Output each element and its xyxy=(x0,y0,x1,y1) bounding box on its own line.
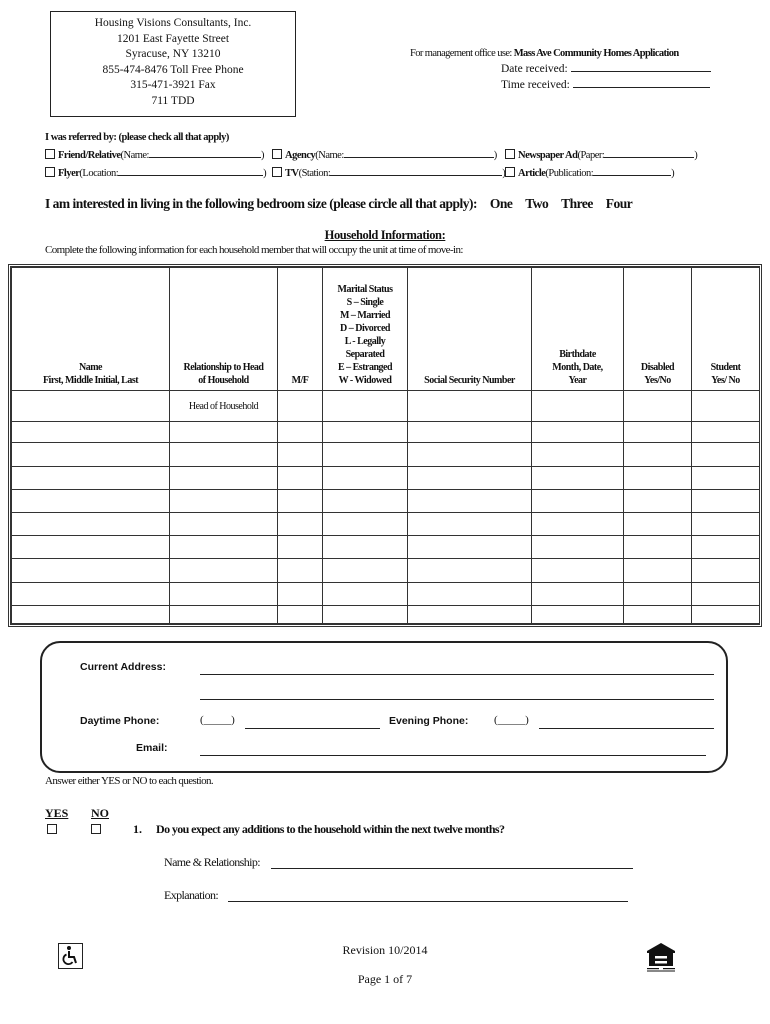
q1-yes-checkbox[interactable] xyxy=(47,824,57,834)
column-header-line: Student xyxy=(710,362,741,373)
table-cell[interactable] xyxy=(278,605,323,623)
daytime-phone-label: Daytime Phone: xyxy=(80,715,160,727)
table-cell[interactable] xyxy=(624,489,692,512)
table-cell[interactable] xyxy=(532,513,624,536)
tv-checkbox[interactable] xyxy=(272,167,282,177)
column-header-line: Marital Status xyxy=(337,284,393,295)
table-cell[interactable] xyxy=(323,582,408,605)
table-cell[interactable] xyxy=(624,513,692,536)
table-cell[interactable] xyxy=(278,391,323,422)
column-header-line: Disabled xyxy=(640,362,675,373)
question-1-number: 1. xyxy=(133,822,142,836)
agency-street: 1201 East Fayette Street xyxy=(116,32,230,45)
newspaper-label: Newspaper Ad xyxy=(518,150,578,161)
table-cell[interactable] xyxy=(278,466,323,489)
table-row xyxy=(12,443,760,466)
table-cell[interactable] xyxy=(692,466,760,489)
table-cell[interactable] xyxy=(532,536,624,559)
table-cell[interactable] xyxy=(12,391,170,422)
table-cell[interactable] xyxy=(408,443,532,466)
table-cell[interactable] xyxy=(532,466,624,489)
flyer-location-field[interactable] xyxy=(118,166,263,176)
table-cell[interactable] xyxy=(692,489,760,512)
article-field[interactable] xyxy=(593,166,671,176)
table-cell[interactable] xyxy=(692,536,760,559)
column-header-line: E – Estranged xyxy=(337,362,393,373)
table-cell[interactable] xyxy=(692,582,760,605)
table-cell[interactable] xyxy=(170,536,278,559)
column-header-line: S – Single xyxy=(346,297,384,308)
column-header-line: W - Widowed xyxy=(338,375,392,386)
referral-section xyxy=(45,129,698,183)
table-cell[interactable] xyxy=(170,466,278,489)
evening-phone-label: Evening Phone: xyxy=(389,715,469,727)
tv-paren: (Station: xyxy=(298,168,331,179)
table-cell[interactable] xyxy=(170,582,278,605)
table-cell[interactable] xyxy=(323,422,408,443)
table-cell[interactable] xyxy=(624,605,692,623)
column-header-line: M/F xyxy=(291,375,309,386)
column-header-line: of Household xyxy=(198,375,249,386)
table-row xyxy=(12,466,760,489)
bedroom-question-text: I am interested in living in the following bedroom size (please circle all that apply): xyxy=(45,196,477,211)
name-relationship-field[interactable] xyxy=(271,868,633,869)
agency-city: Syracuse, NY 13210 xyxy=(125,48,221,60)
table-cell[interactable] xyxy=(170,605,278,623)
flyer-close: ) xyxy=(263,168,267,179)
table-cell[interactable] xyxy=(408,466,532,489)
table-cell[interactable] xyxy=(12,536,170,559)
table-cell[interactable] xyxy=(323,605,408,623)
friend-close: ) xyxy=(260,150,264,161)
table-cell[interactable] xyxy=(624,559,692,582)
agency-paren: (Name: xyxy=(315,150,344,161)
table-cell[interactable] xyxy=(12,582,170,605)
column-header-4 xyxy=(408,268,532,391)
table-cell[interactable] xyxy=(323,489,408,512)
newspaper-checkbox[interactable] xyxy=(505,149,515,159)
newspaper-field[interactable] xyxy=(604,148,694,158)
agency-close: ) xyxy=(493,150,497,161)
newspaper-close: ) xyxy=(694,150,698,161)
email-field[interactable] xyxy=(200,754,706,756)
table-cell[interactable] xyxy=(12,489,170,512)
email-label: Email: xyxy=(136,742,168,754)
table-row xyxy=(12,536,760,559)
table-cell[interactable] xyxy=(408,489,532,512)
table-cell[interactable] xyxy=(408,605,532,623)
tv-station-field[interactable] xyxy=(330,166,502,176)
household-table-header xyxy=(12,268,760,391)
table-cell[interactable] xyxy=(323,559,408,582)
evening-phone-field[interactable] xyxy=(539,727,714,729)
column-header-line: L - Legally xyxy=(344,336,386,347)
household-table-body xyxy=(12,391,760,624)
table-cell[interactable] xyxy=(278,513,323,536)
column-header-line: Name xyxy=(79,362,102,373)
column-header-line: Month, Date, xyxy=(552,362,603,373)
table-cell[interactable] xyxy=(170,513,278,536)
table-cell[interactable] xyxy=(408,391,532,422)
question-1-text: Do you expect any additions to the household within the next twelve months? xyxy=(156,822,505,836)
column-header-2 xyxy=(278,268,323,391)
column-header-line: Relationship to Head xyxy=(183,362,264,373)
table-row xyxy=(12,513,760,536)
column-header-line: Year xyxy=(568,375,587,386)
column-header-0 xyxy=(12,268,170,391)
table-cell[interactable] xyxy=(408,536,532,559)
bedroom-option-two[interactable]: Two xyxy=(525,196,549,211)
contact-info-box xyxy=(40,641,728,773)
agency-name: Housing Visions Consultants, Inc. xyxy=(94,17,252,29)
time-received-label: Time received: xyxy=(501,79,570,91)
table-cell[interactable] xyxy=(692,559,760,582)
table-cell[interactable] xyxy=(692,513,760,536)
table-cell[interactable] xyxy=(323,536,408,559)
table-cell[interactable] xyxy=(408,513,532,536)
table-cell[interactable] xyxy=(170,443,278,466)
tv-label: TV xyxy=(285,168,299,179)
household-intro: Complete the following information for each household member that will occupy the unit at time of move-in: xyxy=(45,244,463,256)
table-cell[interactable] xyxy=(532,422,624,443)
table-cell[interactable] xyxy=(692,422,760,443)
bedroom-option-four[interactable]: Four xyxy=(605,196,633,211)
agency-fax: 315-471-3921 Fax xyxy=(130,79,216,91)
article-close: ) xyxy=(671,168,675,179)
table-cell[interactable] xyxy=(278,559,323,582)
table-cell[interactable] xyxy=(692,443,760,466)
table-row xyxy=(12,605,760,623)
column-header-line: Birthdate xyxy=(559,349,596,360)
table-cell[interactable] xyxy=(323,513,408,536)
column-header-line: Yes/No xyxy=(644,375,671,386)
q1-no-checkbox[interactable] xyxy=(91,824,101,834)
table-cell[interactable] xyxy=(278,422,323,443)
table-cell[interactable] xyxy=(12,605,170,623)
no-column-header: NO xyxy=(91,806,109,820)
bedroom-option-one[interactable]: One xyxy=(489,196,513,211)
answer-instructions: Answer either YES or NO to each question. xyxy=(45,775,214,787)
table-row xyxy=(12,559,760,582)
table-cell[interactable] xyxy=(170,489,278,512)
friend-name-field[interactable] xyxy=(149,148,261,158)
explanation-field[interactable] xyxy=(228,901,628,902)
column-header-1 xyxy=(170,268,278,391)
agency-toll-free: 855-474-8476 Toll Free Phone xyxy=(102,63,244,76)
bedroom-option-three[interactable]: Three xyxy=(561,196,593,211)
table-cell[interactable] xyxy=(12,443,170,466)
friend-checkbox[interactable] xyxy=(45,149,55,159)
flyer-checkbox[interactable] xyxy=(45,167,55,177)
agency-tdd: 711 TDD xyxy=(151,94,195,107)
table-cell[interactable] xyxy=(278,536,323,559)
household-title: Household Information: xyxy=(324,228,446,242)
table-cell[interactable] xyxy=(692,605,760,623)
table-row xyxy=(12,582,760,605)
agency-checkbox[interactable] xyxy=(272,149,282,159)
referral-heading: I was referred by: (please check all that apply) xyxy=(45,132,229,143)
daytime-phone-field[interactable] xyxy=(245,727,380,729)
table-cell[interactable] xyxy=(323,466,408,489)
article-paren: (Publication: xyxy=(545,168,594,179)
office-use-block xyxy=(410,46,730,93)
table-cell[interactable] xyxy=(323,443,408,466)
table-cell[interactable] xyxy=(624,443,692,466)
agency-label: Agency xyxy=(285,150,316,161)
daytime-phone-area-code[interactable]: (_____) xyxy=(200,714,235,726)
table-cell[interactable] xyxy=(624,422,692,443)
table-cell[interactable] xyxy=(408,422,532,443)
column-header-7 xyxy=(692,268,760,391)
table-cell[interactable] xyxy=(278,443,323,466)
current-address-line2[interactable] xyxy=(200,698,714,700)
column-header-line: Social Security Number xyxy=(424,375,515,386)
table-cell[interactable] xyxy=(12,513,170,536)
current-address-line1[interactable] xyxy=(200,673,714,675)
table-cell[interactable] xyxy=(624,536,692,559)
table-cell[interactable] xyxy=(408,582,532,605)
flyer-paren: (Location: xyxy=(79,168,119,179)
column-header-line: Yes/ No xyxy=(711,375,740,386)
table-cell[interactable] xyxy=(12,559,170,582)
table-cell[interactable] xyxy=(532,391,624,422)
table-cell[interactable] xyxy=(624,582,692,605)
office-use-label: For management office use: xyxy=(410,48,512,59)
table-cell[interactable] xyxy=(170,559,278,582)
table-cell[interactable] xyxy=(170,422,278,443)
head-of-household-cell[interactable]: Head of Household xyxy=(170,391,278,422)
table-row xyxy=(12,489,760,512)
table-cell[interactable] xyxy=(12,466,170,489)
table-cell[interactable] xyxy=(278,582,323,605)
current-address-label: Current Address: xyxy=(80,661,166,673)
table-cell[interactable] xyxy=(12,422,170,443)
page-number: Page 1 of 7 xyxy=(357,972,413,986)
table-cell[interactable] xyxy=(532,582,624,605)
agency-info-box xyxy=(50,11,296,117)
table-cell[interactable] xyxy=(532,559,624,582)
household-table xyxy=(8,264,762,627)
flyer-label: Flyer xyxy=(58,168,80,179)
column-header-line: Separated xyxy=(345,349,385,360)
column-header-line: M – Married xyxy=(339,310,391,321)
table-row xyxy=(12,422,760,443)
table-cell[interactable] xyxy=(532,489,624,512)
evening-phone-area-code[interactable]: (_____) xyxy=(494,714,529,726)
tv-close: ) xyxy=(502,168,506,179)
table-row xyxy=(12,391,760,422)
yes-column-header: YES xyxy=(45,806,69,820)
time-received-field[interactable] xyxy=(573,77,710,88)
column-header-line: D – Divorced xyxy=(340,323,390,334)
equal-housing-opportunity-icon xyxy=(643,941,679,973)
agency-name-field[interactable] xyxy=(344,148,494,158)
article-checkbox[interactable] xyxy=(505,167,515,177)
article-label: Article xyxy=(518,168,546,179)
revision-label: Revision 10/2014 xyxy=(342,943,428,957)
table-cell[interactable] xyxy=(624,466,692,489)
table-cell[interactable] xyxy=(624,391,692,422)
table-cell[interactable] xyxy=(278,489,323,512)
column-header-6 xyxy=(624,268,692,391)
table-cell[interactable] xyxy=(408,559,532,582)
friend-paren: (Name: xyxy=(120,150,149,161)
column-header-3 xyxy=(323,268,408,391)
table-cell[interactable] xyxy=(323,391,408,422)
column-header-5 xyxy=(532,268,624,391)
date-received-field[interactable] xyxy=(571,61,711,72)
newspaper-paren: (Paper: xyxy=(577,150,605,161)
explanation-label: Explanation: xyxy=(164,888,219,902)
date-received-label: Date received: xyxy=(501,63,568,75)
table-cell[interactable] xyxy=(692,391,760,422)
application-name: Mass Ave Community Homes Application xyxy=(513,48,679,59)
name-relationship-label: Name & Relationship: xyxy=(164,855,260,869)
table-cell[interactable] xyxy=(532,605,624,623)
column-header-line: First, Middle Initial, Last xyxy=(42,375,139,386)
friend-label: Friend/Relative xyxy=(58,150,121,161)
table-cell[interactable] xyxy=(532,443,624,466)
bedroom-size-question xyxy=(45,196,632,212)
